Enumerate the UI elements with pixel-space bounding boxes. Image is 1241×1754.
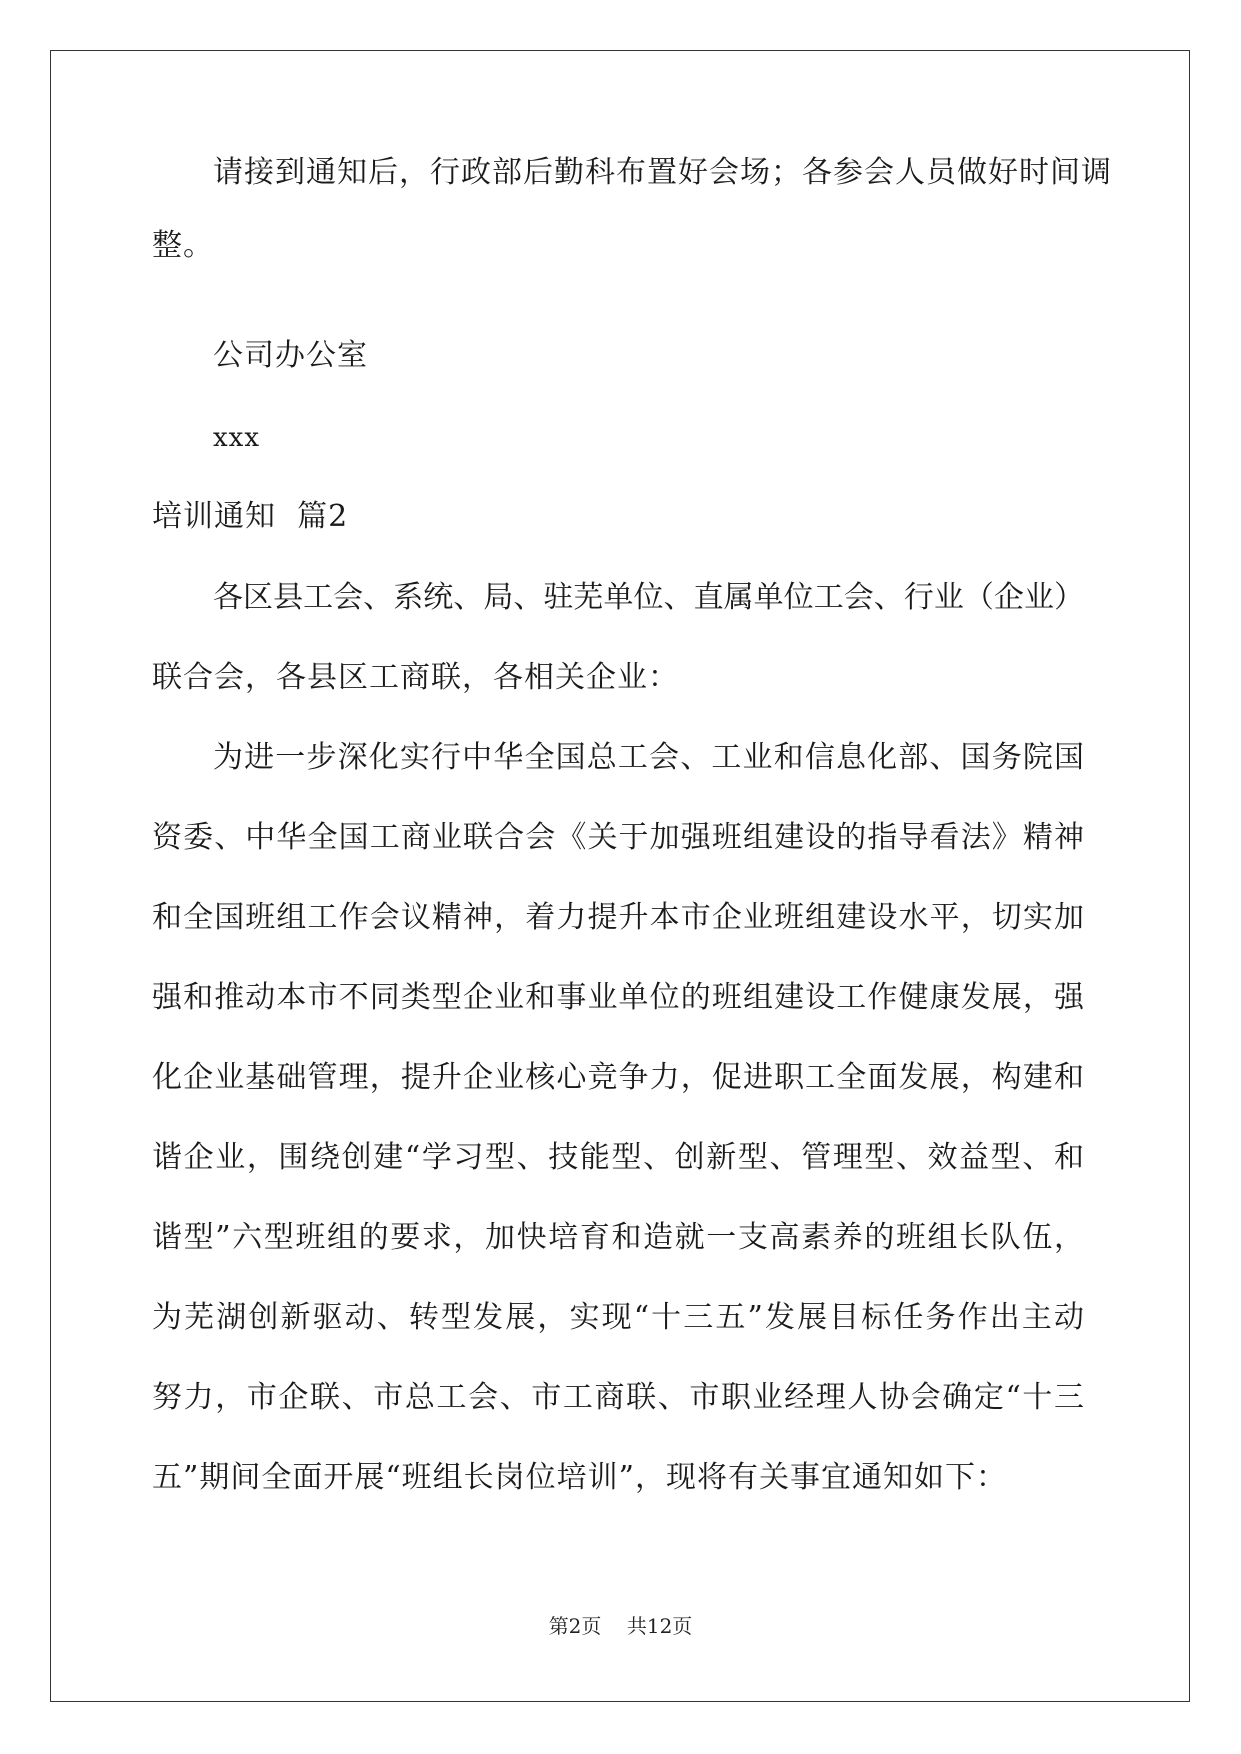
signature-organization: 公司办公室 <box>213 338 368 373</box>
body-line: 资委、中华全国工商业联合会《关于加强班组建设的指导看法》精神 <box>152 820 1084 855</box>
page-number-footer: 第2页 共12页 <box>548 1614 693 1638</box>
body-line: 五”期间全面开展“班组长岗位培训”，现将有关事宜通知如下： <box>152 1460 1008 1495</box>
body-line: 化企业基础管理，提升企业核心竞争力，促进职工全面发展，构建和 <box>152 1060 1084 1095</box>
body-line: 谐企业，围绕创建“学习型、技能型、创新型、管理型、效益型、和 <box>152 1140 1084 1175</box>
paragraph-line: 请接到通知后，行政部后勤科布置好会场；各参会人员做好时间调 <box>213 155 1112 190</box>
body-line: 为芜湖创新驱动、转型发展，实现“十三五”发展目标任务作出主动 <box>152 1300 1084 1335</box>
page-border <box>50 50 1190 1702</box>
section-heading: 培训通知 篇2 <box>152 499 349 534</box>
body-line: 和全国班组工作会议精神，着力提升本市企业班组建设水平，切实加 <box>152 900 1084 935</box>
body-line: 为进一步深化实行中华全国总工会、工业和信息化部、国务院国 <box>213 740 1084 775</box>
body-line: 努力，市企联、市总工会、市工商联、市职业经理人协会确定“十三 <box>152 1380 1084 1415</box>
addressee-line: 各区县工会、系统、局、驻芜单位、直属单位工会、行业（企业） <box>213 580 1084 615</box>
signature-date: xxx <box>213 423 260 453</box>
body-line: 谐型”六型班组的要求，加快培育和造就一支高素养的班组长队伍， <box>152 1220 1084 1255</box>
paragraph-line: 整。 <box>152 228 214 263</box>
body-line: 强和推动本市不同类型企业和事业单位的班组建设工作健康发展，强 <box>152 980 1084 1015</box>
addressee-line: 联合会，各县区工商联，各相关企业： <box>152 660 679 695</box>
